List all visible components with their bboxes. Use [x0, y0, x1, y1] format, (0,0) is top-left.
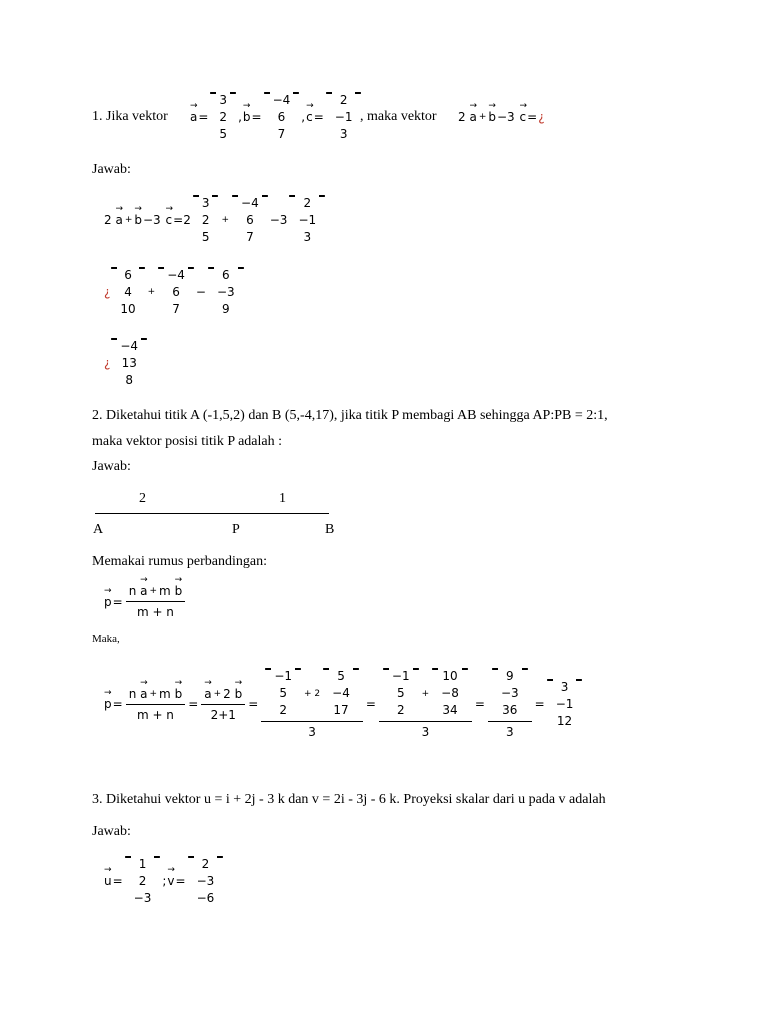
q1-step-2: ¿ 6 4 10 + −4 6 7 − 6 −3 9: [104, 264, 245, 320]
vector-b: −4 6 7: [264, 92, 300, 143]
point-a-label: A: [93, 522, 104, 537]
ratio-left: 2: [139, 491, 146, 506]
vector-v: 2 −3 −6: [188, 856, 224, 907]
vector-a-symbol: a →: [190, 101, 198, 124]
q2-text-line-1: 2. Diketahui titik A (-1,5,2) dan B (5,-4,17), jika titik P membagi AB sehingga AP:PB = 2:1,: [92, 408, 608, 423]
q2-text-line-2: maka vektor posisi titik P adalah :: [92, 434, 283, 449]
vector-c: 2 −1 3: [326, 92, 362, 143]
q3-answer-label: Jawab:: [92, 824, 131, 839]
q2-formula-label: Memakai rumus perbandingan:: [92, 554, 267, 569]
ratio-right: 1: [279, 491, 286, 506]
vector-c-symbol: c →: [306, 101, 314, 124]
vector-a: 3 2 5: [210, 92, 236, 143]
q1-answer-label: Jawab:: [92, 162, 131, 177]
segment-ab: [95, 513, 329, 514]
vector-u: 1 2 −3: [125, 856, 161, 907]
q1-step-1: 2 a → + b → −3 c → =2 3 2 5 + −4 6 7 −3 2 −1 3: [104, 192, 326, 248]
q2-answer-label: Jawab:: [92, 459, 131, 474]
q1-vector-definitions: a → = 3 2 5 , b → = −4 6 7 , c → = 2 −1 3: [190, 89, 362, 145]
point-p-label: P: [232, 522, 240, 537]
vector-b-symbol: b →: [242, 101, 251, 124]
point-b-label: B: [325, 522, 335, 537]
q3-vectors: u → = 1 2 −3 ; v → = 2 −3 −6: [104, 853, 224, 909]
q3-text: 3. Diketahui vektor u = i + 2j - 3 k dan v = 2i - 3j - 6 k. Proyeksi skalar dari u pada v adalah: [92, 792, 606, 807]
q1-final: ¿ −4 13 8: [104, 335, 148, 391]
q1-prefix: 1. Jika vektor: [92, 109, 168, 124]
q1-suffix: , maka vektor: [360, 109, 437, 124]
q1-target-expression: 2 a → + b → −3 c → = ¿: [458, 101, 545, 124]
q2-maka-label: Maka,: [92, 633, 120, 645]
ratio-formula: p → = n a → + m b → m + n: [104, 583, 187, 620]
q2-computation: p → = n a → + m b → m + n = a → + 2 b → 2+1 = −1 5 2 + 2 5 −4 17 3 = −1 5 2 + 10 −8 34 3 = 9 −3 36 3 = 3 −1 12: [104, 660, 583, 748]
